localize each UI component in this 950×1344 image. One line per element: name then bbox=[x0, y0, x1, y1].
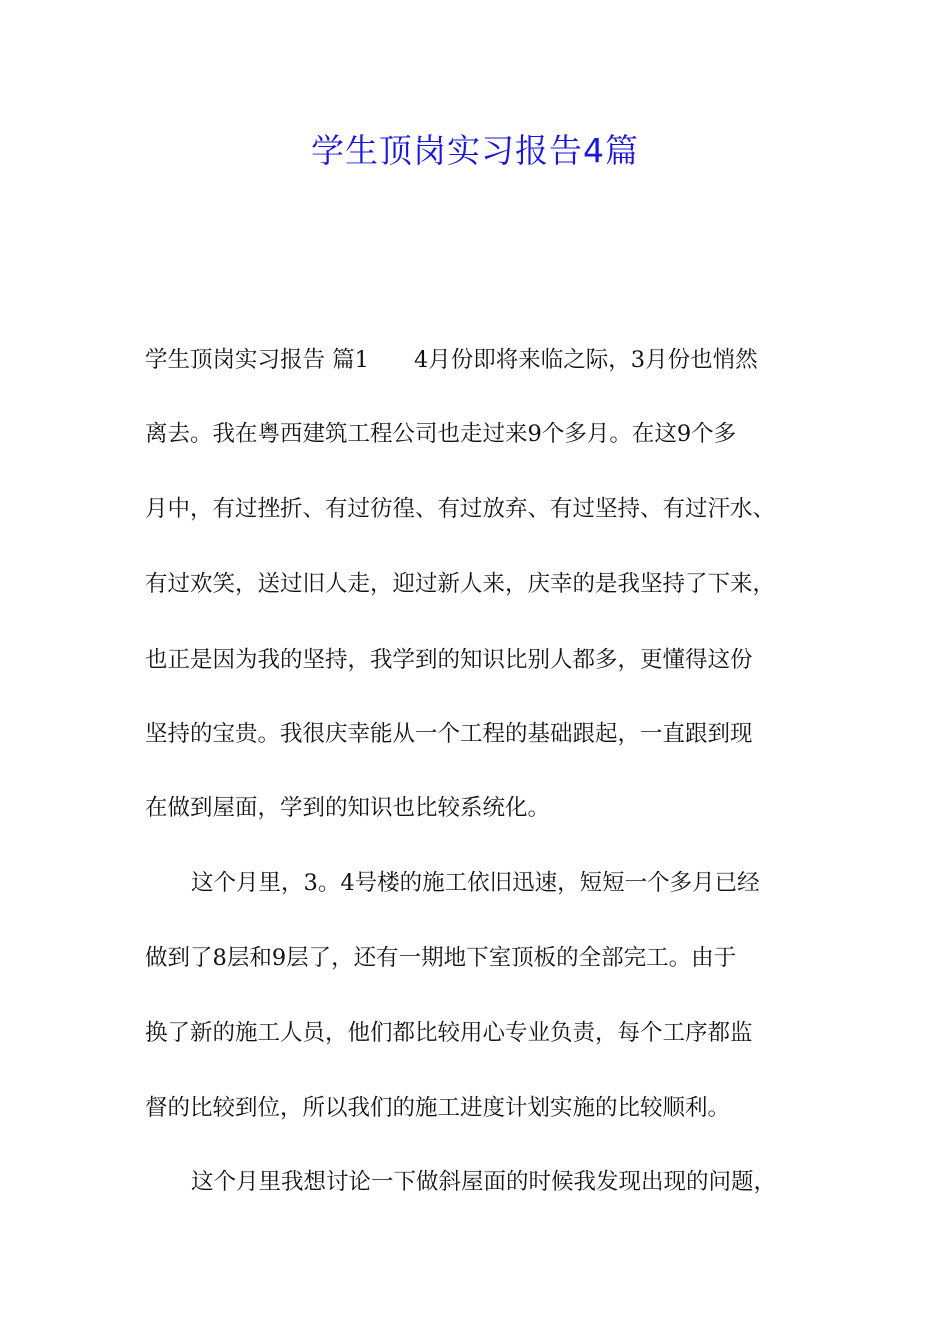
body-line-12: 这个月里我想讨论一下做斜屋面的时候我发现出现的问题， bbox=[191, 1169, 777, 1195]
body-line-2: 离去。我在粤西建筑工程公司也走过来9个多月。在这9个多 bbox=[145, 421, 737, 447]
body-line-9: 做到了8层和9层了，还有一期地下室顶板的全部完工。由于 bbox=[145, 945, 737, 971]
document-title: 学生顶岗实习报告4篇 bbox=[311, 131, 639, 170]
body-line-3: 月中，有过挫折、有过彷徨、有过放弃、有过坚持、有过汗水、 bbox=[145, 496, 776, 522]
body-line-11: 督的比较到位，所以我们的施工进度计划实施的比较顺利。 bbox=[145, 1095, 731, 1121]
body-line-6: 坚持的宝贵。我很庆幸能从一个工程的基础跟起，一直跟到现 bbox=[145, 721, 753, 747]
body-line-1: 学生顶岗实习报告 篇1 4月份即将来临之际，3月份也悄然 bbox=[145, 347, 758, 373]
body-line-5: 也正是因为我的坚持，我学到的知识比别人都多，更懂得这份 bbox=[145, 647, 753, 673]
body-line-8: 这个月里，3。4号楼的施工依旧迅速，短短一个多月已经 bbox=[191, 870, 760, 896]
body-line-7: 在做到屋面，学到的知识也比较系统化。 bbox=[145, 795, 551, 821]
body-line-4: 有过欢笑，送过旧人走，迎过新人来，庆幸的是我坚持了下来， bbox=[145, 571, 776, 597]
body-line-10: 换了新的施工人员，他们都比较用心专业负责，每个工序都监 bbox=[145, 1020, 753, 1046]
